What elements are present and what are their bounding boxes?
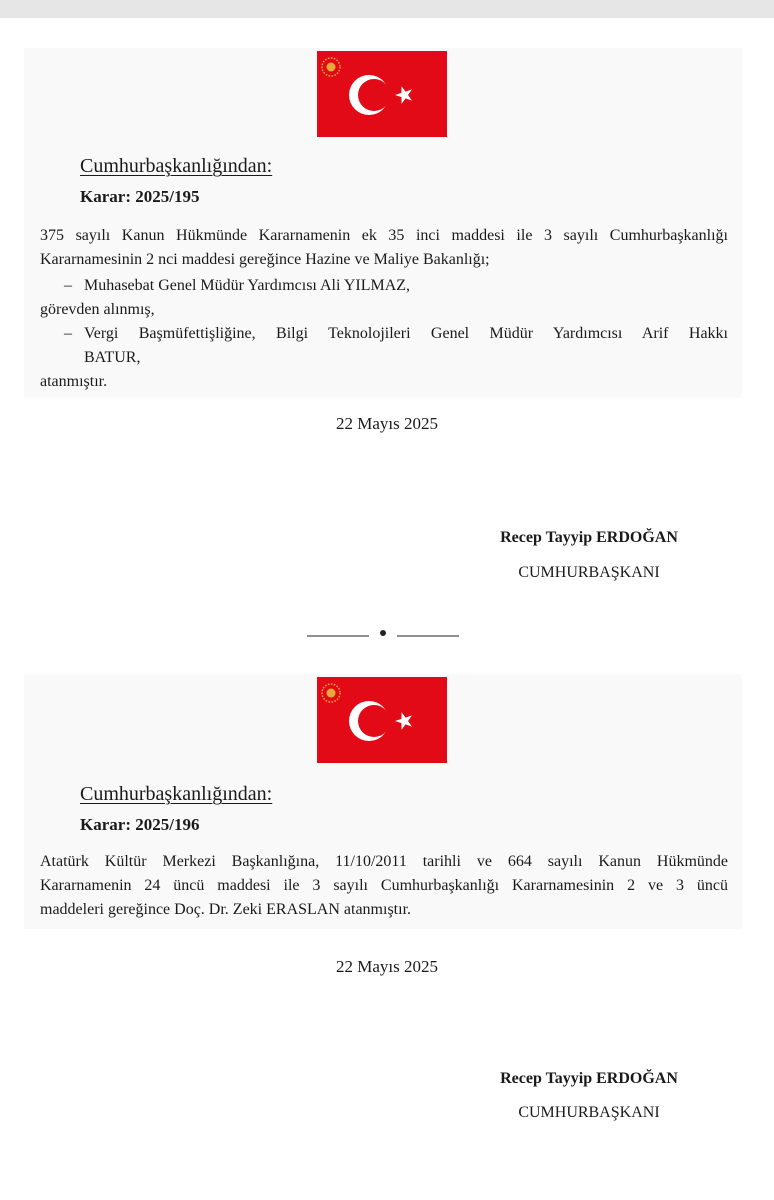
decision-1-signer-title: CUMHURBAŞKANI — [518, 564, 660, 581]
turkish-flag-icon — [317, 677, 447, 763]
decision-2-number: Karar: 2025/196 — [80, 815, 200, 834]
decision-2-heading: Cumhurbaşkanlığından: — [80, 783, 273, 805]
decision-1-date: 22 Mayıs 2025 — [336, 414, 438, 433]
decision-2-body-line-3: maddeleri gereğince Doç. Dr. Zeki ERASLAN atanmıştır. — [40, 901, 412, 918]
decision-2-body-line-2: Kararnamenin 24 üncü maddesi ile 3 sayılı Cumhurbaşkanlığı Kararnamesinin 2 ve 3 üncü — [40, 877, 728, 894]
decision-1-list-item-1: – Muhasebat Genel Müdür Yardımcısı Ali YILMAZ, — [64, 277, 411, 294]
turkish-flag-icon — [317, 51, 447, 137]
gazette-page — [0, 18, 774, 1200]
viewer-top-bar — [0, 0, 774, 18]
decision-2-signer-title: CUMHURBAŞKANI — [518, 1104, 660, 1121]
decision-1-number: Karar: 2025/195 — [80, 187, 200, 206]
decision-1-item-2-continuation: BATUR, — [84, 349, 141, 366]
decision-1-closing: atanmıştır. — [40, 373, 108, 390]
decision-1-body-line-2: Kararnamesinin 2 nci maddesi gereğince Hazine ve Maliye Bakanlığı; — [40, 251, 490, 268]
decision-1-after-item-1: görevden alınmış, — [40, 301, 155, 318]
decision-1-item-1-text: Muhasebat Genel Müdür Yardımcısı Ali YILMAZ, — [84, 277, 411, 294]
bullet-separator-icon — [307, 627, 459, 639]
decision-2-signer: Recep Tayyip ERDOĞAN — [500, 1070, 678, 1087]
decision-1-body-line-1: 375 sayılı Kanun Hükmünde Kararnamenin ek 35 inci maddesi ile 3 sayılı Cumhurbaşkanlığı — [40, 227, 728, 244]
decision-1-item-2-text: Vergi Başmüfettişliğine, Bilgi Teknolojileri Genel Müdür Yardımcısı Arif Hakkı — [84, 325, 728, 342]
decision-1-heading: Cumhurbaşkanlığından: — [80, 155, 273, 177]
decision-2-date: 22 Mayıs 2025 — [336, 957, 438, 976]
decision-1-list-item-2: – Vergi Başmüfettişliğine, Bilgi Teknolojileri Genel Müdür Yardımcısı Arif Hakkı — [64, 325, 728, 342]
decision-2-body-line-1: Atatürk Kültür Merkezi Başkanlığına, 11/10/2011 tarihli ve 664 sayılı Kanun Hükmünde — [40, 853, 728, 870]
decision-1-signer: Recep Tayyip ERDOĞAN — [500, 529, 678, 546]
